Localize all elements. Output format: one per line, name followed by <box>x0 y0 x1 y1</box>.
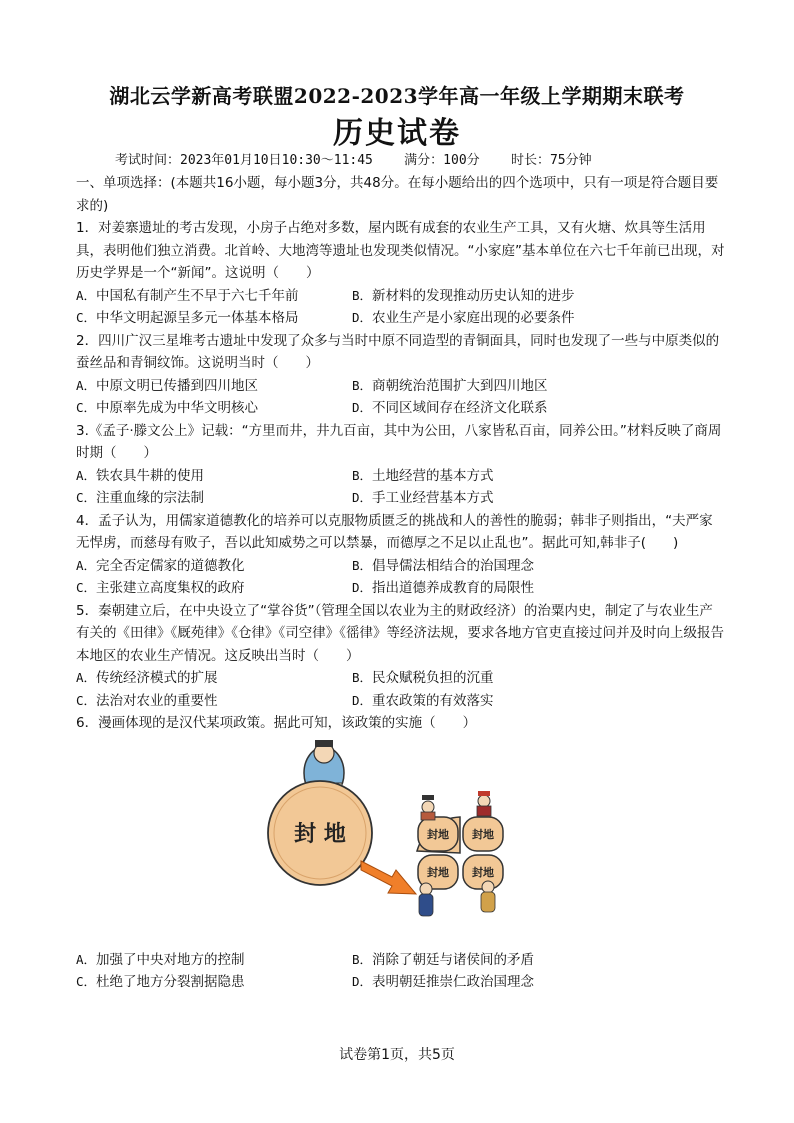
option-letter: C． <box>76 580 97 595</box>
option-text: 主张建立高度集权的政府 <box>96 580 245 596</box>
option-letter: B． <box>352 467 373 483</box>
question-stem: 4．孟子认为，用儒家道德教化的培养可以克服物质匮乏的挑战和人的善性的脆弱；韩非子则指出，“夫严家无悍虏，而慈母有败子，吾以此知威势之可以禁暴，而德厚之不足以止乱也”。据此可知,韩非子( ) <box>76 512 713 551</box>
options <box>76 555 726 600</box>
option-letter: C． <box>76 490 97 505</box>
option-c <box>76 971 352 994</box>
question-1 <box>76 217 726 330</box>
piece-label: 封地 <box>472 827 494 841</box>
option-letter: C． <box>76 400 97 415</box>
option-letter: A． <box>76 951 97 967</box>
option-a <box>76 949 352 972</box>
option-text: 杜绝了地方分裂割据隐患 <box>96 974 245 990</box>
split-fief-disc <box>417 817 503 889</box>
page-footer: 试卷第1页，共5页 <box>339 1047 455 1063</box>
option-letter: D． <box>352 974 373 989</box>
option-letter: A． <box>76 670 97 685</box>
question-stem: 2．四川广汉三星堆考古遗址中发现了众多与当时中原不同造型的青铜面具，同时也发现了一些与中原类似的蚕丝品和青铜纹饰。这说明当时（ ） <box>76 332 720 371</box>
big-fief-label: 封 地 <box>294 821 346 847</box>
question-2 <box>76 330 726 420</box>
option-c <box>76 577 352 600</box>
question-6 <box>76 712 726 994</box>
exam-content <box>76 172 726 994</box>
question-stem: 6．漫画体现的是汉代某项政策。据此可知，该政策的实施（ ） <box>76 715 477 731</box>
option-text: 中华文明起源呈多元一体基本格局 <box>96 310 299 326</box>
question-5 <box>76 600 726 713</box>
option-text: 完全否定儒家的道德教化 <box>96 557 245 574</box>
big-fief-disc <box>268 781 372 885</box>
option-letter: D． <box>352 310 373 325</box>
option-d <box>352 690 726 713</box>
option-text: 商朝统治范围扩大到四川地区 <box>372 377 548 394</box>
option-text: 传统经济模式的扩展 <box>96 670 218 686</box>
option-text: 指出道德养成教育的局限性 <box>372 580 535 596</box>
option-b <box>352 285 726 308</box>
options <box>76 285 726 330</box>
option-c <box>76 690 352 713</box>
option-text: 中原率先成为中华文明核心 <box>96 400 259 416</box>
option-text: 加强了中央对地方的控制 <box>96 951 245 968</box>
question-4 <box>76 510 726 600</box>
options <box>76 667 726 712</box>
option-text: 注重血缘的宗法制 <box>96 490 205 506</box>
option-letter: D． <box>352 400 373 415</box>
option-letter: D． <box>352 580 373 595</box>
option-c <box>76 397 352 420</box>
option-d <box>352 487 726 510</box>
option-c <box>76 307 352 330</box>
option-text: 倡导儒法相结合的治国理念 <box>372 557 535 574</box>
question-stem: 1．对姜寨遗址的考古发现，小房子占绝对多数，屋内既有成套的农业生产工具，又有火塘、炊具等生活用具，表明他们独立消费。北首岭、大地湾等遗址也发现类似情况。“小家庭”基本单位在六七千年前已出现，对历史学界是一个“新闻”。这说明（ ） <box>76 220 725 281</box>
piece-label: 封地 <box>427 827 449 841</box>
option-letter: D． <box>352 692 373 708</box>
option-text: 不同区域间存在经济文化联系 <box>372 400 548 416</box>
option-text: 手工业经营基本方式 <box>372 490 494 506</box>
option-text: 新材料的发现推动历史认知的进步 <box>372 287 575 304</box>
option-letter: A． <box>76 287 97 303</box>
option-letter: A． <box>76 557 97 573</box>
option-text: 重农政策的有效落实 <box>372 692 494 709</box>
option-b <box>352 465 726 488</box>
piece-label: 封地 <box>472 865 494 879</box>
option-letter: B． <box>352 951 373 967</box>
subject-title: 历史试卷 <box>333 116 461 151</box>
option-text: 法治对农业的重要性 <box>96 692 218 709</box>
exam-title: 湖北云学新高考联盟2022-2023学年高一年级上学期期末联考 <box>109 84 685 108</box>
options <box>76 949 726 994</box>
option-text: 民众赋税负担的沉重 <box>372 670 494 686</box>
arrow-icon <box>361 861 416 894</box>
option-d <box>352 971 726 994</box>
options <box>76 465 726 510</box>
option-d <box>352 307 726 330</box>
option-b <box>352 375 726 398</box>
option-letter: C． <box>76 974 97 989</box>
option-letter: A． <box>76 377 97 393</box>
option-a <box>76 375 352 398</box>
option-d <box>352 577 726 600</box>
cartoon-illustration <box>76 737 726 947</box>
option-letter: B． <box>352 377 373 393</box>
piece-label: 封地 <box>427 865 449 879</box>
option-letter: B． <box>352 557 373 573</box>
question-stem: 3.《孟子·滕文公上》记载：“方里而井，井九百亩，其中为公田，八家皆私百亩，同养公田。”材料反映了商周时期（ ） <box>76 422 722 461</box>
option-a <box>76 285 352 308</box>
option-c <box>76 487 352 510</box>
option-b <box>352 949 726 972</box>
cartoon-figure <box>76 737 726 947</box>
option-letter: A． <box>76 467 97 483</box>
option-text: 土地经营的基本方式 <box>372 467 494 484</box>
option-letter: C． <box>76 310 97 325</box>
option-a <box>76 465 352 488</box>
option-letter: B． <box>352 287 373 303</box>
option-a <box>76 667 352 690</box>
option-a <box>76 555 352 578</box>
option-b <box>352 667 726 690</box>
option-letter: C． <box>76 692 97 708</box>
option-text: 中原文明已传播到四川地区 <box>96 377 259 394</box>
question-3 <box>76 420 726 510</box>
option-text: 中国私有制产生不早于六七千年前 <box>96 287 299 304</box>
option-d <box>352 397 726 420</box>
option-text: 农业生产是小家庭出现的必要条件 <box>372 310 575 326</box>
option-text: 消除了朝廷与诸侯间的矛盾 <box>372 951 535 968</box>
option-letter: D． <box>352 490 373 505</box>
exam-info: 考试时间：2023年01月10日10:30～11:45 满分：100分 时长：75分钟 <box>115 153 592 168</box>
option-text: 表明朝廷推崇仁政治国理念 <box>372 974 535 990</box>
option-b <box>352 555 726 578</box>
question-stem: 5．秦朝建立后，在中央设立了“掌谷货”（管理全国以农业为主的财政经济）的治粟内史，制定了与农业生产有关的《田律》《厩苑律》《仓律》《司空律》《徭律》等经济法规，要求各地方官吏直接过问并及时向上级报告本地区的农业生产情况。这反映出当时（ ） <box>76 602 724 664</box>
option-letter: B． <box>352 670 373 685</box>
option-text: 铁农具牛耕的使用 <box>96 467 205 484</box>
options <box>76 375 726 420</box>
section-title: 一、单项选择：(本题共16小题，每小题3分，共48分。在每小题给出的四个选项中，只有一项是符合题目要求的) <box>76 175 719 214</box>
